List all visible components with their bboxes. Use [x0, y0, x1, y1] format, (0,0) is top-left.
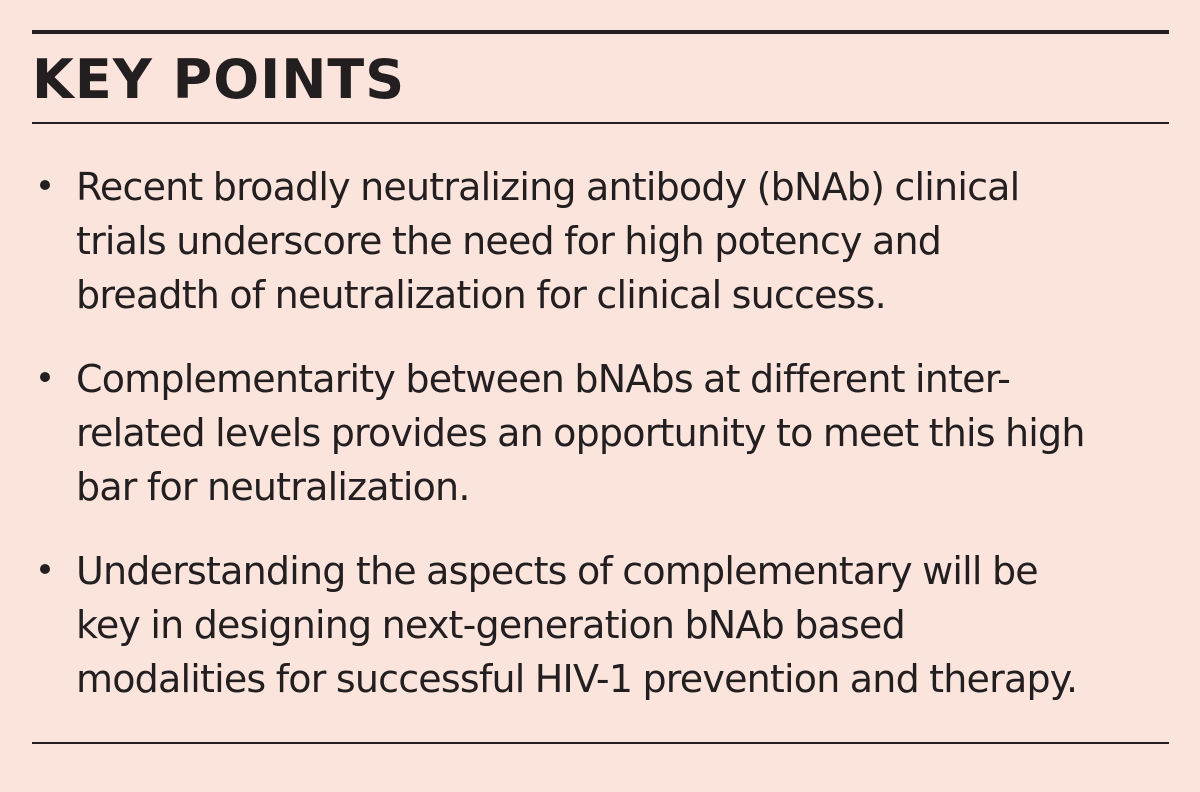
bullet-icon — [40, 564, 50, 574]
top-rule — [32, 30, 1169, 34]
key-point-line: Understanding the aspects of complementary will be — [76, 549, 1038, 593]
key-points-heading: KEY POINTS — [32, 48, 406, 111]
key-point-line: modalities for successful HIV-1 prevention and therapy. — [76, 657, 1078, 701]
key-point-line: Complementarity between bNAbs at different inter- — [76, 357, 1011, 401]
bottom-rule — [32, 742, 1169, 744]
bullet-icon — [40, 180, 50, 190]
key-point-line: trials underscore the need for high potency and — [76, 219, 942, 263]
key-point-line: bar for neutralization. — [76, 465, 470, 509]
key-point-line: Recent broadly neutralizing antibody (bNAb) clinical — [76, 165, 1020, 209]
key-point-item — [32, 352, 1169, 514]
key-point-line: key in designing next-generation bNAb based — [76, 603, 905, 647]
key-point-item — [32, 160, 1169, 322]
key-point-line: related levels provides an opportunity to meet this high — [76, 411, 1085, 455]
key-point-item — [32, 544, 1169, 706]
key-points-list — [32, 160, 1169, 706]
heading-rule — [32, 122, 1169, 124]
bullet-icon — [40, 372, 50, 382]
key-point-line: breadth of neutralization for clinical success. — [76, 273, 886, 317]
